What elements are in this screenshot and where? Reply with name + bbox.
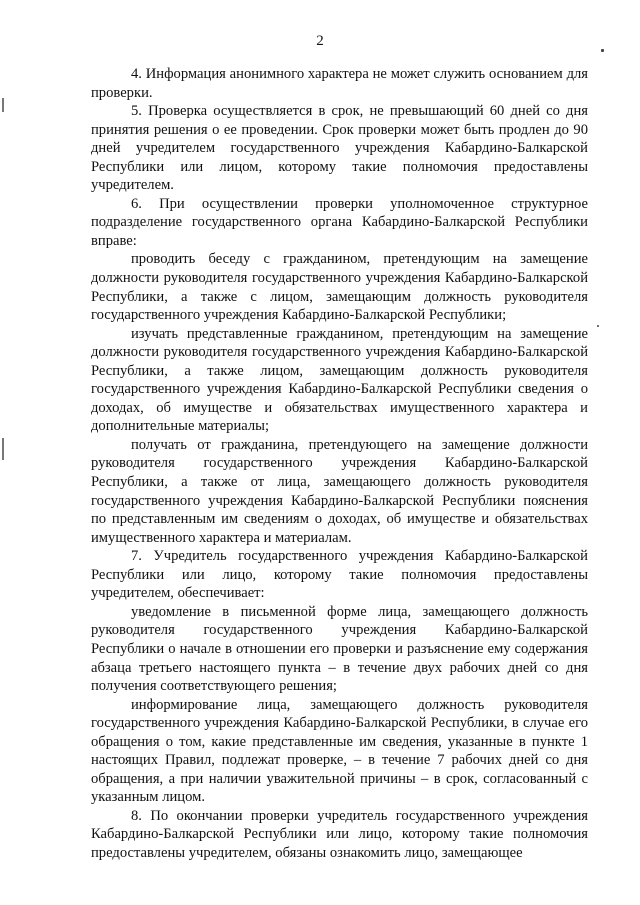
paragraph-8: 8. По окончании проверки учредитель государственного учреждения Кабардино-Балкарской Республики или лицо, которому такие полномочия предоставлены учредителем, обязаны ознакомить лицо, замещающее <box>91 807 588 861</box>
paragraph-6-item-conversation: проводить беседу с гражданином, претендующим на замещение должности руководителя государственного учреждения Кабардино-Балкарской Республики, а также с лицом, замещающим должность руководителя государственного учреждения Кабардино-Балкарской Республики; <box>91 251 588 324</box>
paragraph-6: 6. При осуществлении проверки уполномоченное структурное подразделение государственного органа Кабардино-Балкарской Республики вправе: <box>91 195 588 249</box>
paragraph-6-item-study: изучать представленные гражданином, претендующим на замещение должности руководителя государственного учреждения Кабардино-Балкарской Республики, а также лицом, замещающим должность руководителя государственного учреждения Кабардино-Балкарской Республики сведения о доходах, об имуществе и обязательствах имущественного характера и дополнительные материалы; <box>91 325 588 435</box>
scan-edge-mark <box>2 438 4 460</box>
page-number: 2 <box>316 33 324 49</box>
paragraph-7-item-informing: информирование лица, замещающего должность руководителя государственного учреждения Кабардино-Балкарской Республики, в случае его обращения о том, какие представленные им сведения, указанные в пункте 1 настоящих Правил, подлежат проверке, – в течение 7 рабочих дней со дня обращения, а при наличии уважительной причины – в срок, согласованный с указанным лицом. <box>91 696 588 806</box>
paragraph-6-item-explanations: получать от гражданина, претендующего на замещение должности руководителя государственного учреждения Кабардино-Балкарской Республики, а также от лица, замещающего должность руководителя государственного учреждения Кабардино-Балкарской Республики пояснения по представленным им сведениям о доходах, об имуществе и обязательствах имущественного характера и материалам. <box>91 436 588 546</box>
paragraph-5: 5. Проверка осуществляется в срок, не превышающий 60 дней со дня принятия решения о ее проведении. Срок проверки может быть продлен до 90 дней учредителем государственного учреждения Кабардино-Балкарской Республики или лицом, которому такие полномочия предоставлены учредителем. <box>91 103 588 194</box>
scan-speck <box>597 325 599 327</box>
scan-edge-mark <box>2 98 4 112</box>
scan-speck <box>601 49 604 52</box>
paragraph-4: 4. Информация анонимного характера не может служить основанием для проверки. <box>91 66 588 101</box>
paragraph-7-item-notification: уведомление в письменной форме лица, замещающего должность руководителя государственного учреждения Кабардино-Балкарской Республики о начале в отношении его проверки и разъяснение ему содержания абзаца третьего настоящего пункта – в течение двух рабочих дней со дня получения соответствующего решения; <box>91 603 588 695</box>
paragraph-7: 7. Учредитель государственного учреждения Кабардино-Балкарской Республики или лицо, которому такие полномочия предоставлены учредителем, обеспечивает: <box>91 548 588 602</box>
document-body <box>91 65 588 863</box>
